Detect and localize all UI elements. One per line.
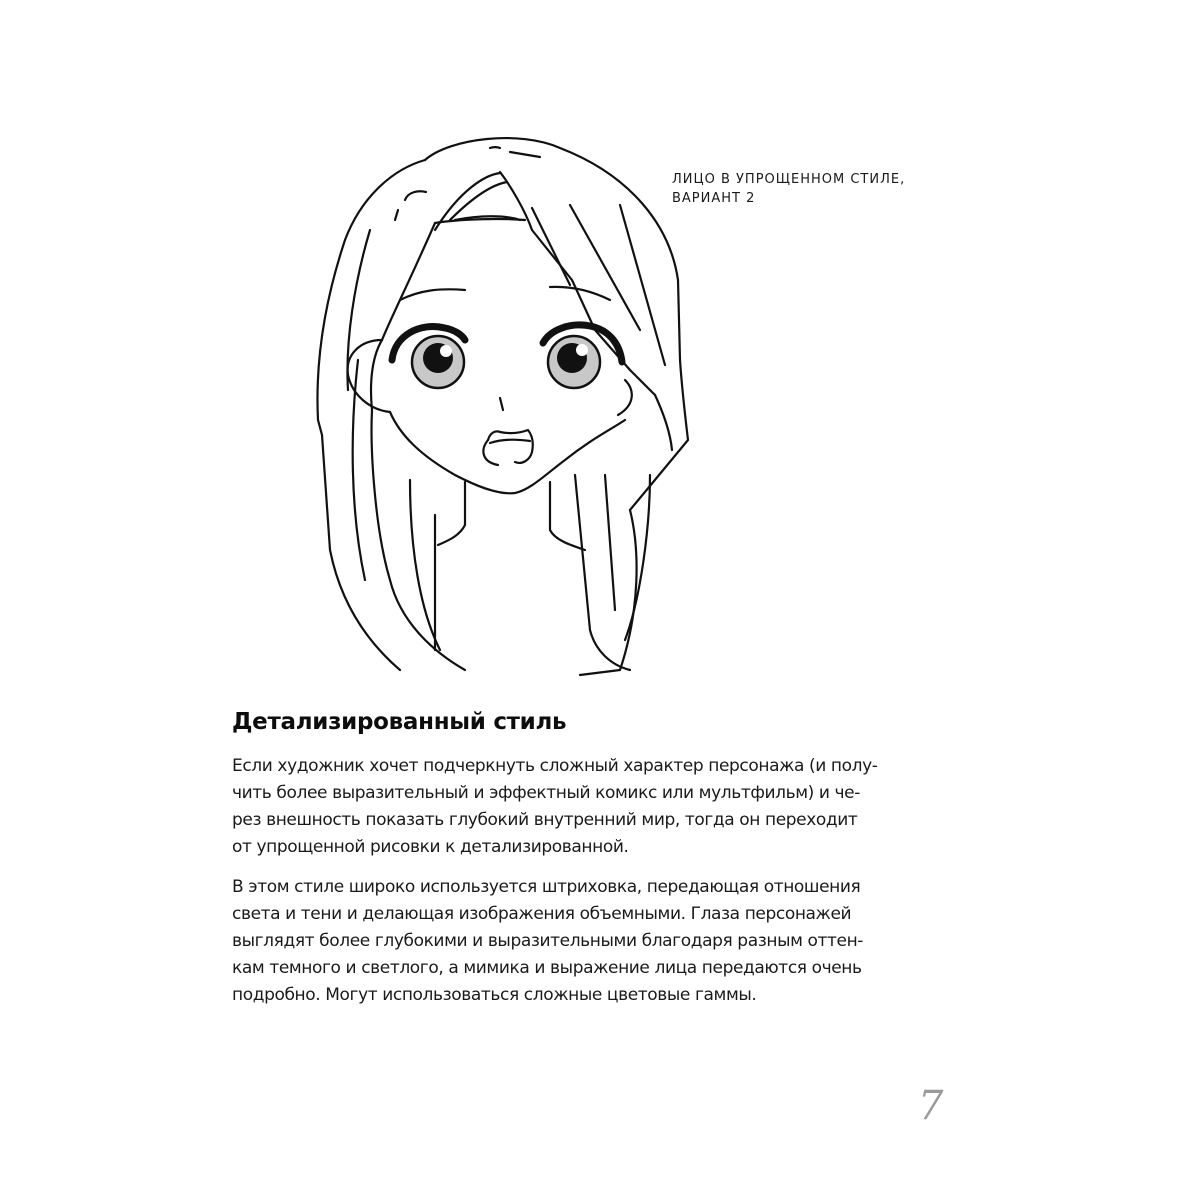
caption-line: ВАРИАНТ 2 — [672, 191, 756, 206]
text-line: света и тени и делающая изображения объемными. Глаза персонажей — [232, 904, 852, 924]
text-line: кам темного и светлого, а мимика и выражение лица передаются очень — [232, 958, 862, 978]
illustration-caption — [672, 170, 932, 208]
face-illustration — [310, 130, 710, 680]
text-line: от упрощенной рисовки к детализированной. — [232, 837, 629, 857]
text-line: чить более выразительный и эффектный комикс или мультфильм) и че- — [232, 783, 860, 803]
text-line: выглядят более глубокими и выразительными благодаря разным оттен- — [232, 931, 864, 951]
section-heading: Детализированный стиль — [232, 709, 567, 735]
paragraph-2 — [232, 874, 952, 1009]
caption-line: ЛИЦО В УПРОЩЕННОМ СТИЛЕ, — [672, 172, 906, 187]
text-line: Если художник хочет подчеркнуть сложный характер персонажа (и полу- — [232, 756, 878, 776]
paragraph-1 — [232, 753, 952, 861]
text-line: В этом стиле широко используется штриховка, передающая отношения — [232, 877, 861, 897]
text-line: рез внешность показать глубокий внутренний мир, тогда он переходит — [232, 810, 858, 830]
page-number: 7 — [918, 1083, 944, 1129]
text-line: подробно. Могут использоваться сложные цветовые гаммы. — [232, 985, 757, 1005]
